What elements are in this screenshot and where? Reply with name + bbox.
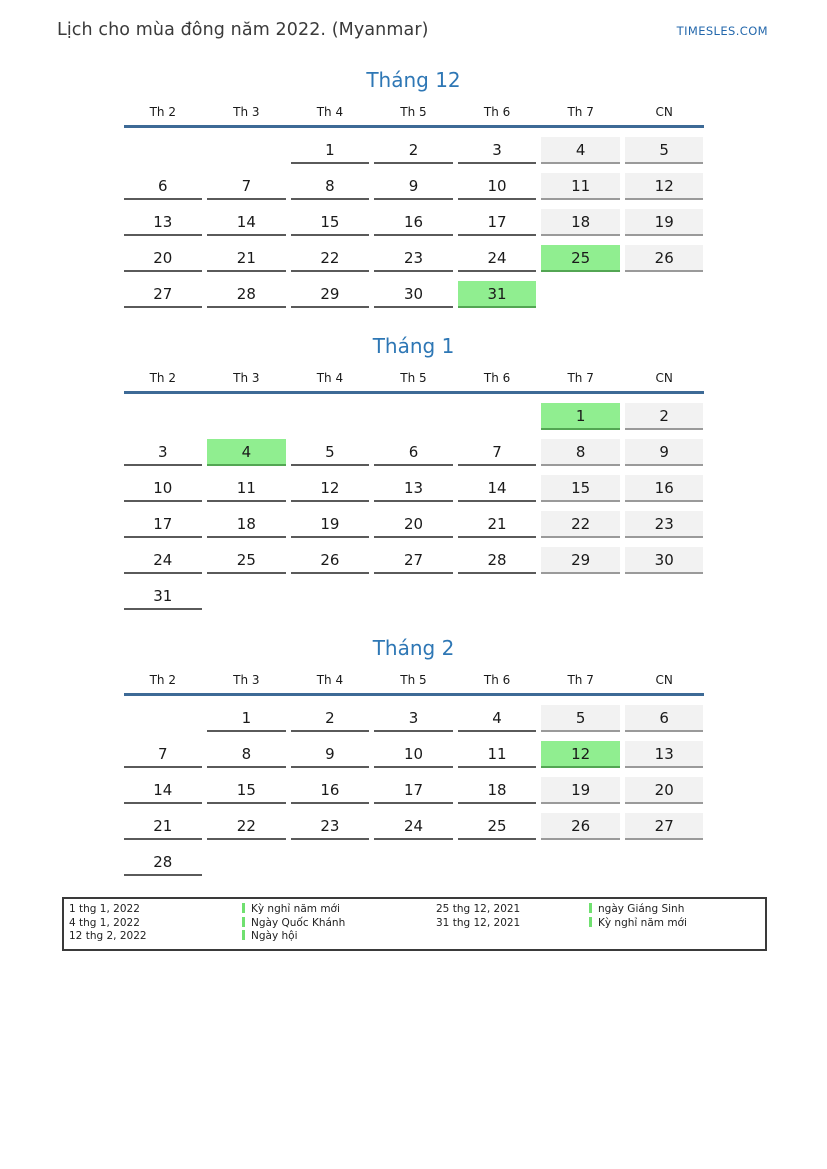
legend-empty-cell [589, 930, 759, 944]
weekday-header: Th 2 [149, 105, 176, 119]
weekday-header: CN [655, 105, 673, 119]
empty-cell [541, 281, 620, 306]
day-cell: 20 [124, 245, 203, 272]
day-cell: 17 [374, 777, 453, 804]
empty-cell [625, 849, 704, 874]
empty-cell [124, 403, 203, 428]
legend-label: Kỳ nghỉ năm mới [598, 916, 687, 929]
day-cell: 17 [124, 511, 203, 538]
day-cell: 25 [541, 245, 620, 272]
day-cell: 13 [374, 475, 453, 502]
day-cell: 3 [374, 705, 453, 732]
month-grid [124, 137, 704, 308]
holiday-marker-icon [589, 903, 592, 913]
day-cell: 18 [541, 209, 620, 236]
day-cell: 19 [541, 777, 620, 804]
weekday-header: Th 7 [567, 673, 594, 687]
day-cell: 10 [124, 475, 203, 502]
day-cell: 23 [291, 813, 370, 840]
day-cell: 19 [291, 511, 370, 538]
day-cell: 3 [124, 439, 203, 466]
empty-cell [625, 583, 704, 608]
day-cell: 14 [124, 777, 203, 804]
day-cell: 28 [124, 849, 203, 876]
weekday-header: Th 7 [567, 371, 594, 385]
day-cell: 6 [124, 173, 203, 200]
day-cell: 9 [374, 173, 453, 200]
month-grid [124, 705, 704, 876]
legend-label: Kỳ nghỉ năm mới [251, 903, 340, 915]
day-cell: 1 [207, 705, 286, 732]
day-cell: 23 [374, 245, 453, 272]
day-cell: 9 [625, 439, 704, 466]
legend-label: Ngày Quốc Khánh [251, 916, 346, 929]
day-cell: 7 [207, 173, 286, 200]
month-january [124, 334, 704, 610]
day-cell: 13 [625, 741, 704, 768]
day-cell: 12 [541, 741, 620, 768]
legend-label: Ngày hội [251, 930, 298, 942]
legend-entry [242, 903, 436, 917]
weekday-header: Th 7 [567, 105, 594, 119]
weekday-header: Th 3 [233, 105, 260, 119]
day-cell: 20 [374, 511, 453, 538]
day-cell: 28 [458, 547, 537, 574]
day-cell: 24 [458, 245, 537, 272]
legend-entry [589, 903, 759, 917]
empty-cell [124, 705, 203, 730]
day-cell: 7 [124, 741, 203, 768]
day-cell: 19 [625, 209, 704, 236]
holiday-marker-icon [242, 930, 245, 940]
weekday-header: CN [655, 371, 673, 385]
day-cell: 31 [458, 281, 537, 308]
empty-cell [207, 849, 286, 874]
day-cell: 6 [625, 705, 704, 732]
header [0, 0, 827, 40]
legend-date: 1 thg 1, 2022 [69, 903, 140, 915]
weekday-header-row [124, 371, 704, 394]
day-cell: 17 [458, 209, 537, 236]
day-cell: 13 [124, 209, 203, 236]
weekday-header: Th 5 [400, 105, 427, 119]
empty-cell [124, 137, 203, 162]
day-cell: 28 [207, 281, 286, 308]
day-cell: 30 [374, 281, 453, 308]
weekday-header: Th 3 [233, 371, 260, 385]
day-cell: 3 [458, 137, 537, 164]
month-title: Tháng 12 [366, 68, 461, 92]
legend-date: 25 thg 12, 2021 [436, 903, 521, 915]
day-cell: 12 [625, 173, 704, 200]
day-cell: 12 [291, 475, 370, 502]
day-cell: 15 [207, 777, 286, 804]
day-cell: 27 [625, 813, 704, 840]
empty-cell [374, 849, 453, 874]
empty-cell [458, 583, 537, 608]
weekday-header: Th 2 [149, 371, 176, 385]
day-cell: 21 [458, 511, 537, 538]
day-cell: 7 [458, 439, 537, 466]
empty-cell [541, 583, 620, 608]
day-cell: 1 [291, 137, 370, 164]
weekday-header: Th 4 [316, 673, 344, 687]
day-cell: 16 [374, 209, 453, 236]
day-cell: 2 [625, 403, 704, 430]
day-cell: 14 [458, 475, 537, 502]
day-cell: 8 [541, 439, 620, 466]
empty-cell [207, 403, 286, 428]
day-cell: 22 [207, 813, 286, 840]
day-cell: 23 [625, 511, 704, 538]
legend-entry [242, 930, 436, 944]
page-title: Lịch cho mùa đông năm 2022. (Myanmar) [57, 20, 429, 40]
day-cell: 2 [291, 705, 370, 732]
empty-cell [207, 583, 286, 608]
day-cell: 26 [541, 813, 620, 840]
day-cell: 5 [291, 439, 370, 466]
day-cell: 29 [541, 547, 620, 574]
day-cell: 4 [207, 439, 286, 466]
weekday-header: Th 4 [316, 105, 344, 119]
weekday-header: CN [655, 673, 673, 687]
day-cell: 20 [625, 777, 704, 804]
day-cell: 18 [207, 511, 286, 538]
weekday-header-row [124, 673, 704, 696]
weekday-header: Th 5 [400, 673, 427, 687]
day-cell: 16 [625, 475, 704, 502]
empty-cell [541, 849, 620, 874]
day-cell: 9 [291, 741, 370, 768]
day-cell: 21 [124, 813, 203, 840]
month-title: Tháng 1 [372, 334, 455, 358]
months-container [124, 68, 704, 876]
empty-cell [458, 849, 537, 874]
day-cell: 15 [541, 475, 620, 502]
day-cell: 1 [541, 403, 620, 430]
day-cell: 16 [291, 777, 370, 804]
legend-date: 4 thg 1, 2022 [69, 916, 140, 929]
day-cell: 25 [458, 813, 537, 840]
day-cell: 30 [625, 547, 704, 574]
day-cell: 5 [541, 705, 620, 732]
legend [62, 897, 767, 951]
weekday-header: Th 6 [483, 673, 511, 687]
day-cell: 4 [541, 137, 620, 164]
legend-date: 31 thg 12, 2021 [436, 916, 521, 929]
day-cell: 22 [291, 245, 370, 272]
day-cell: 4 [458, 705, 537, 732]
day-cell: 26 [625, 245, 704, 272]
day-cell: 14 [207, 209, 286, 236]
day-cell: 31 [124, 583, 203, 610]
day-cell: 10 [458, 173, 537, 200]
legend-grid [69, 903, 759, 944]
empty-cell [458, 403, 537, 428]
month-grid [124, 403, 704, 610]
day-cell: 22 [541, 511, 620, 538]
day-cell: 2 [374, 137, 453, 164]
legend-entry [242, 917, 436, 931]
empty-cell [291, 403, 370, 428]
weekday-header: Th 5 [400, 371, 427, 385]
day-cell: 8 [291, 173, 370, 200]
weekday-header-row [124, 105, 704, 128]
day-cell: 25 [207, 547, 286, 574]
weekday-header: Th 6 [483, 371, 511, 385]
day-cell: 11 [458, 741, 537, 768]
empty-cell [291, 849, 370, 874]
day-cell: 15 [291, 209, 370, 236]
weekday-header: Th 2 [149, 673, 176, 687]
day-cell: 5 [625, 137, 704, 164]
day-cell: 24 [374, 813, 453, 840]
day-cell: 29 [291, 281, 370, 308]
empty-cell [374, 403, 453, 428]
month-title: Tháng 2 [372, 636, 455, 660]
day-cell: 21 [207, 245, 286, 272]
day-cell: 8 [207, 741, 286, 768]
legend-empty-cell [436, 930, 589, 944]
day-cell: 11 [541, 173, 620, 200]
day-cell: 27 [374, 547, 453, 574]
weekday-header: Th 6 [483, 105, 511, 119]
brand-link[interactable]: TIMESLES.COM [676, 24, 768, 38]
weekday-header: Th 3 [233, 673, 260, 687]
month-december [124, 68, 704, 308]
day-cell: 24 [124, 547, 203, 574]
empty-cell [291, 583, 370, 608]
empty-cell [374, 583, 453, 608]
holiday-marker-icon [242, 917, 245, 927]
holiday-marker-icon [242, 903, 245, 913]
day-cell: 18 [458, 777, 537, 804]
legend-label: ngày Giáng Sinh [598, 903, 685, 915]
empty-cell [625, 281, 704, 306]
weekday-header: Th 4 [316, 371, 344, 385]
day-cell: 11 [207, 475, 286, 502]
legend-entry [589, 917, 759, 931]
empty-cell [207, 137, 286, 162]
day-cell: 27 [124, 281, 203, 308]
month-february [124, 636, 704, 876]
holiday-marker-icon [589, 917, 592, 927]
day-cell: 26 [291, 547, 370, 574]
day-cell: 10 [374, 741, 453, 768]
legend-date: 12 thg 2, 2022 [69, 930, 147, 942]
day-cell: 6 [374, 439, 453, 466]
